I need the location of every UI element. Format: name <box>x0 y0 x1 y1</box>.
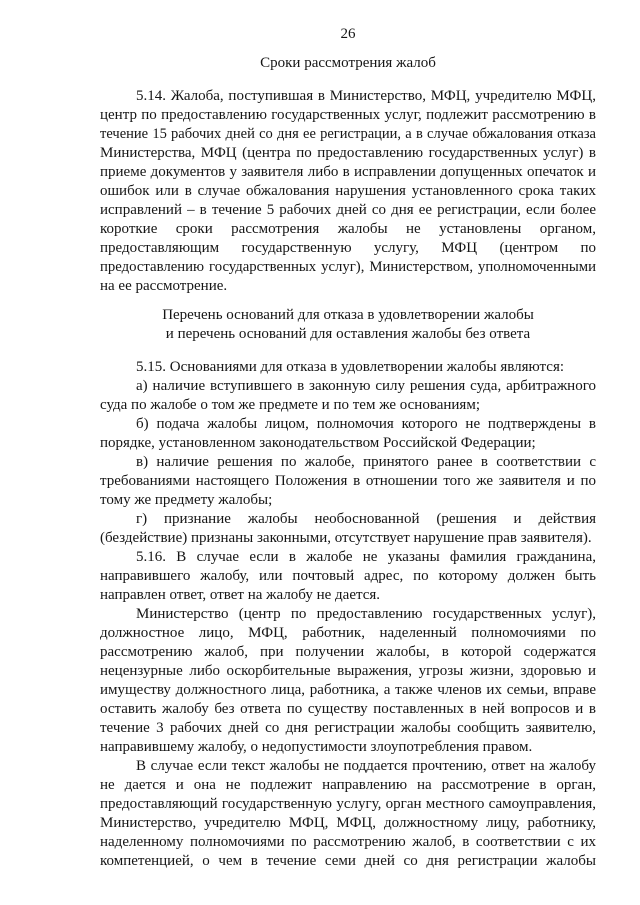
paragraph-5-15-line: порядке, установленном законодательством Российской Федерации; <box>100 435 536 451</box>
section-title-complaint-review-terms: Сроки рассмотрения жалоб <box>260 55 436 71</box>
paragraph-unreadable-line: компетенцией, о чем в течение семи дней со дня регистрации жалобы <box>100 853 596 869</box>
paragraph-5-14-line: приеме документов у заявителя либо в исправлении допущенных опечаток и <box>100 164 596 180</box>
paragraph-5-14-line: предоставлению государственных услуг), Министерством, уполномоченными <box>100 259 596 275</box>
paragraph-ministry-line: рассмотрению жалоб, при получении жалобы, в которой содержатся <box>100 644 596 660</box>
paragraph-5-14-line: Министерства, МФЦ (центра по предоставлению государственных услуг) в <box>100 145 596 161</box>
paragraph-unreadable-line: предоставляющий государственную услугу, орган местного самоуправления, <box>100 796 596 812</box>
paragraph-ministry-line: должностное лицо, МФЦ, работник, наделенный полномочиями по <box>100 625 596 641</box>
paragraph-unreadable-line: наделенному полномочиями по рассмотрению жалоб, в соответствии с их <box>100 834 596 850</box>
paragraph-5-15-line: требованиями настоящего Положения в отношении того же заявителя и по <box>100 473 596 489</box>
paragraph-5-15-line: г) признание жалобы необоснованной (решения и действия <box>136 511 596 527</box>
paragraph-5-15-line: тому же предмету жалобы; <box>100 492 273 508</box>
paragraph-5-14-line: течение 15 рабочих дней со дня ее регистрации, а в случае обжалования отказа <box>100 126 596 142</box>
paragraph-5-15-line: в) наличие решения по жалобе, принятого ранее в соответствии с <box>136 454 596 470</box>
paragraph-5-14-line: предоставляющим государственную услугу, МФЦ (центром по <box>100 240 596 256</box>
paragraph-5-14-line: исправлений – в течение 5 рабочих дней со дня ее регистрации, если более <box>100 202 596 218</box>
section-title-refusal-grounds: и перечень оснований для оставления жалобы без ответа <box>165 326 531 342</box>
paragraph-ministry-line: направившему жалобу, о недопустимости злоупотребления правом. <box>100 739 533 755</box>
paragraph-ministry-line: оставить жалобу без ответа по существу поставленных в ней вопросов и в <box>100 701 596 717</box>
paragraph-5-14-line: на ее рассмотрение. <box>100 278 228 294</box>
paragraph-unreadable-line: не дается и она не подлежит направлению на рассмотрение в орган, <box>100 777 596 793</box>
paragraph-5-15-line: 5.15. Основаниями для отказа в удовлетворении жалобы являются: <box>136 359 565 375</box>
section-title-refusal-grounds: Перечень оснований для отказа в удовлетворении жалобы <box>162 307 534 323</box>
paragraph-ministry-line: нецензурные либо оскорбительные выражения, угрозы жизни, здоровью и <box>100 663 596 679</box>
paragraph-5-15-line: а) наличие вступившего в законную силу решения суда, арбитражного <box>136 378 596 394</box>
paragraph-ministry-line: течение 3 рабочих дней со дня регистрации жалобы сообщить заявителю, <box>100 720 596 736</box>
paragraph-5-15-line: суда по жалобе о том же предмете и по тем же основаниям; <box>100 397 480 413</box>
paragraph-5-14-line: ошибок или в случае обжалования нарушения установленного срока таких <box>100 183 596 199</box>
paragraph-5-15-line: (бездействие) признаны законными, отсутствует нарушение прав заявителя). <box>100 530 592 546</box>
paragraph-ministry-line: имуществу должностного лица, работника, а также членов их семьи, вправе <box>100 682 596 698</box>
paragraph-5-15-line: б) подача жалобы лицом, полномочия которого не подтверждены в <box>136 416 596 432</box>
paragraph-5-14-line: короткие сроки рассмотрения жалобы не установлены органом, <box>100 221 596 237</box>
page-number: 26 <box>340 26 356 42</box>
paragraph-ministry-line: Министерство (центр по предоставлению государственных услуг), <box>136 606 596 622</box>
paragraph-unreadable-line: Министерство, учредителю МФЦ, МФЦ, должностному лицу, работнику, <box>100 815 596 831</box>
paragraph-5-14-line: 5.14. Жалоба, поступившая в Министерство, МФЦ, учредителю МФЦ, <box>136 88 596 104</box>
paragraph-5-14-line: центр по предоставлению государственных услуг, подлежит рассмотрению в <box>100 107 596 123</box>
paragraph-5-16-line: 5.16. В случае если в жалобе не указаны фамилия гражданина, <box>136 549 596 565</box>
paragraph-5-16-line: направлен ответ, ответ на жалобу не дается. <box>100 587 381 603</box>
paragraph-5-16-line: направившего жалобу, или почтовый адрес, по которому должен быть <box>100 568 596 584</box>
paragraph-unreadable-line: В случае если текст жалобы не поддается прочтению, ответ на жалобу <box>136 758 596 774</box>
